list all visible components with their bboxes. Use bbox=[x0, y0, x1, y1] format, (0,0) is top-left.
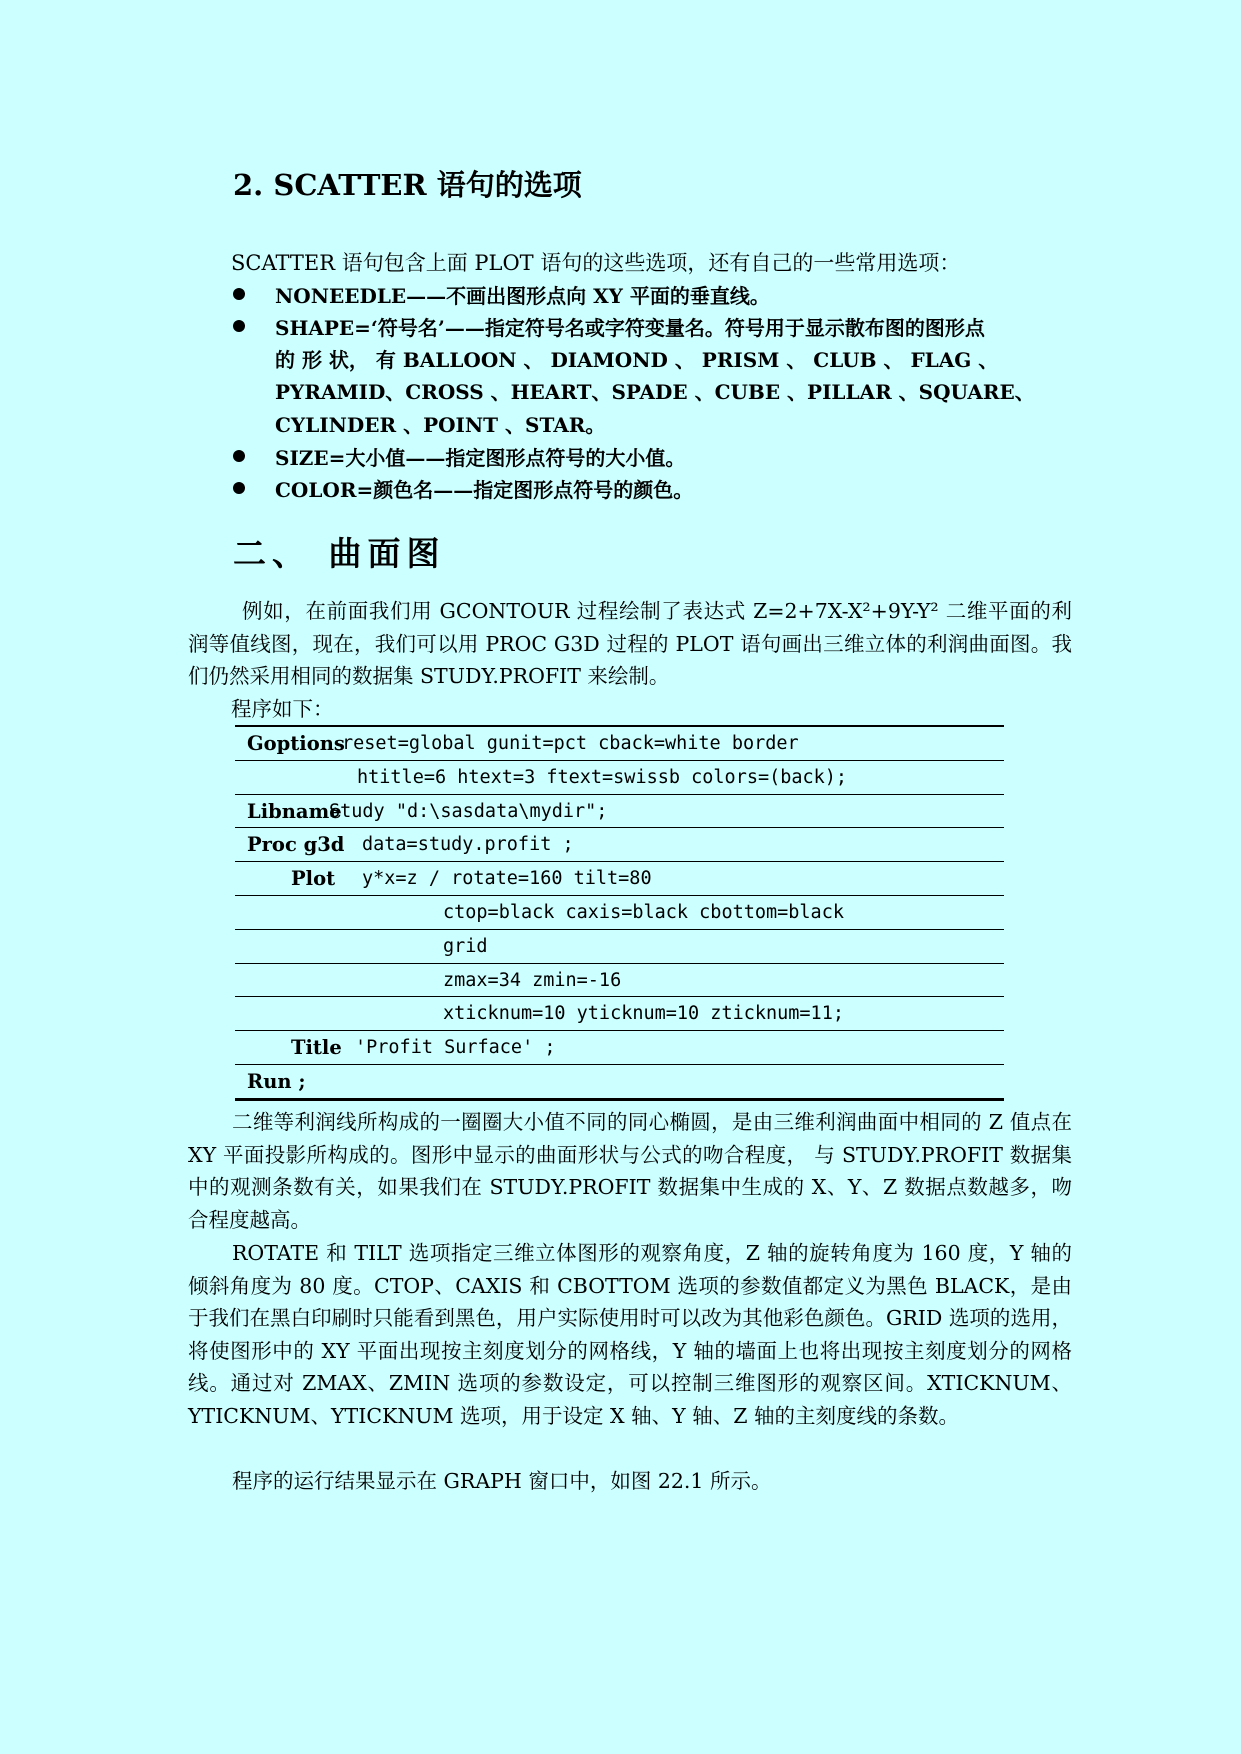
code-keyword: Libname bbox=[247, 799, 342, 823]
bullet-shape-line1: SHAPE=‘符号名’——指定符号名或字符变量名。符号用于显示散布图的图形点 bbox=[275, 316, 985, 340]
code-row bbox=[235, 930, 1004, 964]
bullet-dot bbox=[233, 320, 245, 332]
code-row bbox=[235, 828, 1004, 862]
code-table bbox=[235, 725, 1004, 1101]
code-row bbox=[235, 1065, 1004, 1098]
section-title: 2. SCATTER 语句的选项 bbox=[233, 168, 582, 202]
code-row bbox=[235, 761, 1004, 795]
code-text: xticknum=10 yticknum=10 zticknum=11; bbox=[443, 1003, 844, 1025]
paragraph-1: 例如，在前面我们用 GCONTOUR 过程绘制了表达式 Z=2+7X-X²+9Y-Y² 二维平面的利润等值线图，现在，我们可以用 PROC G3D 过程的 PLOT 语句画出三维立体的利润曲面图。我们仍然采用相同的数据集 STUDY.PROFIT 来绘制。 bbox=[188, 599, 1072, 689]
code-text: grid bbox=[443, 935, 488, 957]
code-keyword: Plot bbox=[291, 867, 336, 891]
bullet-shape-line3: PYRAMID、CROSS 、HEART、SPADE 、CUBE 、PILLAR 、SQUARE、 bbox=[275, 380, 1035, 404]
code-row bbox=[235, 862, 1004, 896]
code-row bbox=[235, 795, 1004, 829]
code-text: ctop=black caxis=black cbottom=black bbox=[443, 901, 844, 923]
chapter-title: 二、 曲面图 bbox=[233, 534, 446, 573]
paragraph-2: 二维等利润线所构成的一圈圈大小值不同的同心椭圆，是由三维利润曲面中相同的 Z 值点在 XY 平面投影所构成的。图形中显示的曲面形状与公式的吻合程度， 与 STUDY.PROFIT 数据集中的观测条数有关，如果我们在 STUDY.PROFIT 数据集中生成的 X、Y、Z 数据点数越多，吻合程度越高。 bbox=[188, 1110, 1072, 1232]
bullet-dot bbox=[233, 450, 245, 462]
code-text: reset=global gunit=pct cback=white border bbox=[342, 733, 799, 754]
bullet-noneedle: NONEEDLE——不画出图形点向 XY 平面的垂直线。 bbox=[275, 284, 770, 308]
code-text: Study "d:\sasdata\mydir"; bbox=[329, 800, 608, 822]
code-keyword: Run ; bbox=[247, 1069, 306, 1093]
code-row bbox=[235, 964, 1004, 998]
bullet-dot bbox=[233, 288, 245, 300]
bullet-size: SIZE=大小值——指定图形点符号的大小值。 bbox=[275, 446, 686, 470]
bullet-dot bbox=[233, 482, 245, 494]
code-text: data=study.profit ; bbox=[362, 834, 574, 856]
code-keyword: Goptions bbox=[247, 732, 345, 755]
program-label: 程序如下： bbox=[231, 697, 334, 721]
paragraph-3: ROTATE 和 TILT 选项指定三维立体图形的观察角度，Z 轴的旋转角度为 160 度，Y 轴的倾斜角度为 80 度。CTOP、CAXIS 和 CBOTTOM 选项的参数值都定义为黑色 BLACK，是由于我们在黑白印刷时只能看到黑色，用户实际使用时可以改为其他彩色颜色。GRID 选项的选用，将使图形中的 XY 平面出现按主刻度划分的网格线，Y 轴的墙面上也将出现按主刻度划分的网格线。通过对 ZMAX、ZMIN 选项的参数设定，可以控制三维图形的观察区间。XTICKNUM、YTICKNUM、YTICKNUM 选项，用于设定 X 轴、Y 轴、Z 轴的主刻度线的条数。 bbox=[188, 1241, 1072, 1428]
code-text: zmax=34 zmin=-16 bbox=[443, 969, 622, 991]
code-keyword: Title bbox=[291, 1036, 342, 1060]
code-text: y*x=z / rotate=160 tilt=80 bbox=[362, 868, 652, 890]
code-row bbox=[235, 997, 1004, 1031]
paragraph-4: 程序的运行结果显示在 GRAPH 窗口中，如图 22.1 所示。 bbox=[232, 1469, 772, 1493]
code-row bbox=[235, 727, 1004, 761]
code-row bbox=[235, 1031, 1004, 1065]
intro-text: SCATTER 语句包含上面 PLOT 语句的这些选项，还有自己的一些常用选项： bbox=[231, 251, 961, 275]
code-row bbox=[235, 896, 1004, 930]
code-text: 'Profit Surface' ; bbox=[355, 1037, 556, 1059]
bullet-shape-line4: CYLINDER 、POINT 、STAR。 bbox=[275, 413, 606, 437]
bullet-color: COLOR=颜色名——指定图形点符号的颜色。 bbox=[275, 478, 694, 502]
code-keyword: Proc g3d bbox=[247, 833, 345, 857]
code-text: htitle=6 htext=3 ftext=swissb colors=(back); bbox=[357, 766, 848, 788]
bullet-shape-line2: 的 形 状， 有 BALLOON 、 DIAMOND 、 PRISM 、 CLUB 、 FLAG 、 bbox=[275, 348, 999, 372]
